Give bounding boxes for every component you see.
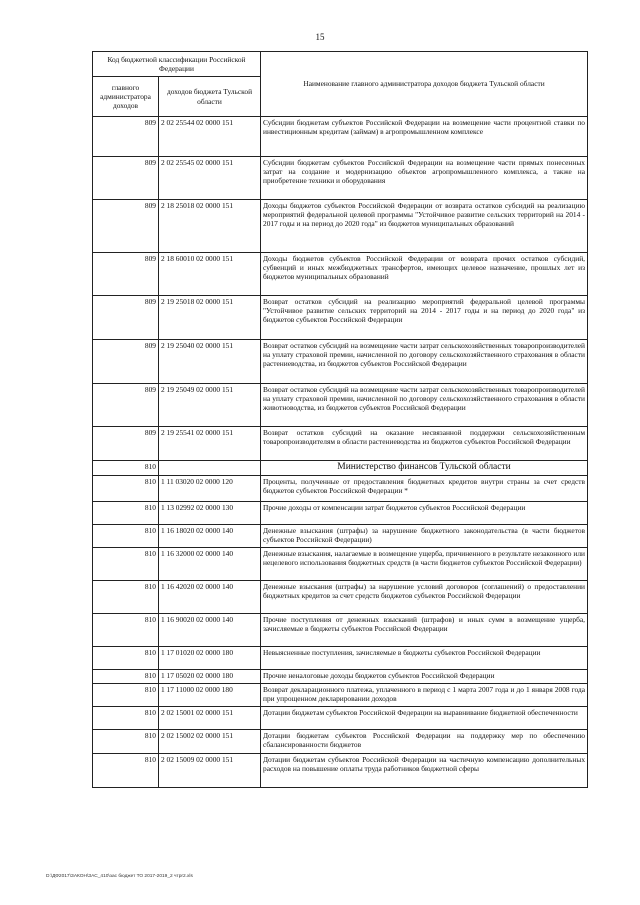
table-row [93, 157, 588, 200]
income-name-cell: Прочие поступления от денежных взысканий (штрафов) и иных сумм в возмещение ущерба, зачисляемые в бюджеты субъектов Российской Федерации [261, 614, 588, 647]
admin-code-cell: 809 [93, 340, 159, 384]
income-name-cell: Возврат остатков субсидий на возмещение части затрат сельскохозяйственных товаропроизводителей на уплату страховой премии, начисленной по договору сельскохозяйственного страхования в области животноводства, из бюджетов субъектов Российской Федерации [261, 384, 588, 427]
file-path-footer: D:\ДФ2017\ЗАКОН\ЗАС_410\зас бюджет ТО 2017-2019_2 чтpr2.xls [46, 874, 193, 879]
income-name-cell: Проценты, полученные от предоставления бюджетных кредитов внутри страны за счет средств бюджетов субъектов Российской Федерации * [261, 476, 588, 502]
admin-code-cell: 810 [93, 707, 159, 730]
income-code-cell: 1 17 01020 02 0000 180 [159, 647, 261, 670]
income-name-cell: Доходы бюджетов субъектов Российской Федерации от возврата остатков субсидий на реализацию мероприятий федеральной целевой программы "Устойчивое развитие сельских территорий на 2014 - 2017 годы и на период до 2020 года" из бюджетов муниципальных образований [261, 200, 588, 253]
admin-code-cell: 810 [93, 647, 159, 670]
income-name-cell: Дотации бюджетам субъектов Российской Федерации на выравнивание бюджетной обеспеченности [261, 707, 588, 730]
table-row [93, 684, 588, 707]
income-name-cell: Денежные взыскания, налагаемые в возмещение ущерба, причиненного в результате незаконного или нецелевого использования бюджетных средств (в части бюджетов субъектов Российской Федерации) [261, 548, 588, 581]
table-row [93, 581, 588, 614]
income-name-cell: Невыясненные поступления, зачисляемые в бюджеты субъектов Российской Федерации [261, 647, 588, 670]
income-name-cell: Прочие доходы от компенсации затрат бюджетов субъектов Российской Федерации [261, 502, 588, 525]
income-code-cell: 1 17 11000 02 0000 180 [159, 684, 261, 707]
admin-code-cell: 809 [93, 157, 159, 200]
header-classification-code: Код бюджетной классификации Российской Федерации [93, 52, 261, 77]
income-code-cell: 1 16 32000 02 0000 140 [159, 548, 261, 581]
income-name-cell: Возврат остатков субсидий на оказание несвязанной поддержки сельскохозяйственным товаропроизводителям в области растениеводства из бюджетов субъектов Российской Федерации [261, 427, 588, 461]
table-row [93, 502, 588, 525]
income-code-cell: 1 11 03020 02 0000 120 [159, 476, 261, 502]
page-number: 15 [315, 32, 325, 42]
table-row [93, 476, 588, 502]
table-row [93, 253, 588, 296]
income-code-cell [159, 461, 261, 476]
admin-code-cell: 810 [93, 670, 159, 684]
admin-code-cell: 810 [93, 581, 159, 614]
table-row [93, 670, 588, 684]
income-name-cell: Денежные взыскания (штрафы) за нарушение бюджетного законодательства (в части бюджетов субъектов Российской Федерации) [261, 525, 588, 548]
table-body [93, 117, 588, 788]
table-row [93, 647, 588, 670]
section-row [93, 461, 588, 476]
income-code-cell: 1 17 05020 02 0000 180 [159, 670, 261, 684]
table-row [93, 200, 588, 253]
admin-code-cell: 810 [93, 476, 159, 502]
header-main-administrator: главного администратора доходов [93, 77, 159, 117]
table-row [93, 730, 588, 754]
income-name-cell: Денежные взыскания (штрафы) за нарушение условий договоров (соглашений) о предоставлении бюджетных кредитов за счет средств бюджетов субъектов Российской Федерации [261, 581, 588, 614]
budget-classification-table [92, 51, 588, 788]
income-name-cell: Министерство финансов Тульской области [261, 461, 588, 476]
table-row [93, 548, 588, 581]
admin-code-cell: 810 [93, 730, 159, 754]
admin-code-cell: 809 [93, 253, 159, 296]
income-name-cell: Дотации бюджетам субъектов Российской Федерации на частичную компенсацию дополнительных расходов на повышение оплаты труда работников бюджетной сферы [261, 754, 588, 788]
income-code-cell: 1 13 02992 02 0000 130 [159, 502, 261, 525]
admin-code-cell: 809 [93, 427, 159, 461]
table-row [93, 754, 588, 788]
income-code-cell: 2 19 25018 02 0000 151 [159, 296, 261, 340]
income-name-cell: Возврат остатков субсидий на реализацию мероприятий федеральной целевой программы "Устойчивое развитие сельских территорий на 2014 - 2017 годы и на период до 2020 года" из бюджетов субъектов Российской Федерации [261, 296, 588, 340]
admin-code-cell: 809 [93, 200, 159, 253]
table-row [93, 296, 588, 340]
table-row [93, 614, 588, 647]
admin-code-cell: 810 [93, 614, 159, 647]
table-row [93, 427, 588, 461]
table-row [93, 384, 588, 427]
income-code-cell: 2 02 15002 02 0000 151 [159, 730, 261, 754]
income-name-cell: Дотации бюджетам субъектов Российской Федерации на поддержку мер по обеспечению сбалансированности бюджетов [261, 730, 588, 754]
income-code-cell: 2 02 25545 02 0000 151 [159, 157, 261, 200]
header-budget-income: доходов бюджета Тульской области [159, 77, 261, 117]
admin-code-cell: 810 [93, 461, 159, 476]
header-administrator-name: Наименование главного администратора доходов бюджета Тульской области [261, 52, 588, 117]
income-code-cell: 1 16 18020 02 0000 140 [159, 525, 261, 548]
admin-code-cell: 809 [93, 296, 159, 340]
admin-code-cell: 810 [93, 754, 159, 788]
income-code-cell: 1 16 42020 02 0000 140 [159, 581, 261, 614]
income-name-cell: Субсидии бюджетам субъектов Российской Федерации на возмещение части прямых понесенных затрат на создание и модернизацию объектов агропромышленного комплекса, а также на приобретение техники и оборудования [261, 157, 588, 200]
table-row [93, 340, 588, 384]
income-code-cell: 2 02 15001 02 0000 151 [159, 707, 261, 730]
income-code-cell: 2 19 25541 02 0000 151 [159, 427, 261, 461]
income-code-cell: 2 18 25018 02 0000 151 [159, 200, 261, 253]
income-name-cell: Доходы бюджетов субъектов Российской Федерации от возврата прочих остатков субсидий, субвенций и иных межбюджетных трансфертов, имеющих целевое назначение, прошлых лет из бюджетов муниципальных образований [261, 253, 588, 296]
income-code-cell: 2 19 25049 02 0000 151 [159, 384, 261, 427]
admin-code-cell: 810 [93, 525, 159, 548]
income-code-cell: 1 16 90020 02 0000 140 [159, 614, 261, 647]
income-code-cell: 2 02 25544 02 0000 151 [159, 117, 261, 157]
admin-code-cell: 810 [93, 548, 159, 581]
income-code-cell: 2 19 25040 02 0000 151 [159, 340, 261, 384]
admin-code-cell: 810 [93, 502, 159, 525]
table-row [93, 117, 588, 157]
income-name-cell: Возврат декларационного платежа, уплаченного в период с 1 марта 2007 года и до 1 января 2008 года при упрощенном декларировании доходов [261, 684, 588, 707]
admin-code-cell: 810 [93, 684, 159, 707]
table-row [93, 525, 588, 548]
income-name-cell: Прочие неналоговые доходы бюджетов субъектов Российской Федерации [261, 670, 588, 684]
admin-code-cell: 809 [93, 384, 159, 427]
income-code-cell: 2 02 15009 02 0000 151 [159, 754, 261, 788]
table-row [93, 707, 588, 730]
income-code-cell: 2 18 60010 02 0000 151 [159, 253, 261, 296]
income-name-cell: Субсидии бюджетам субъектов Российской Федерации на возмещение части процентной ставки по инвестиционным кредитам (займам) в агропромышленном комплексе [261, 117, 588, 157]
income-name-cell: Возврат остатков субсидий на возмещение части затрат сельскохозяйственных товаропроизводителей на уплату страховой премии, начисленной по договору сельскохозяйственного страхования в области растениеводства, из бюджетов субъектов Российской Федерации [261, 340, 588, 384]
admin-code-cell: 809 [93, 117, 159, 157]
